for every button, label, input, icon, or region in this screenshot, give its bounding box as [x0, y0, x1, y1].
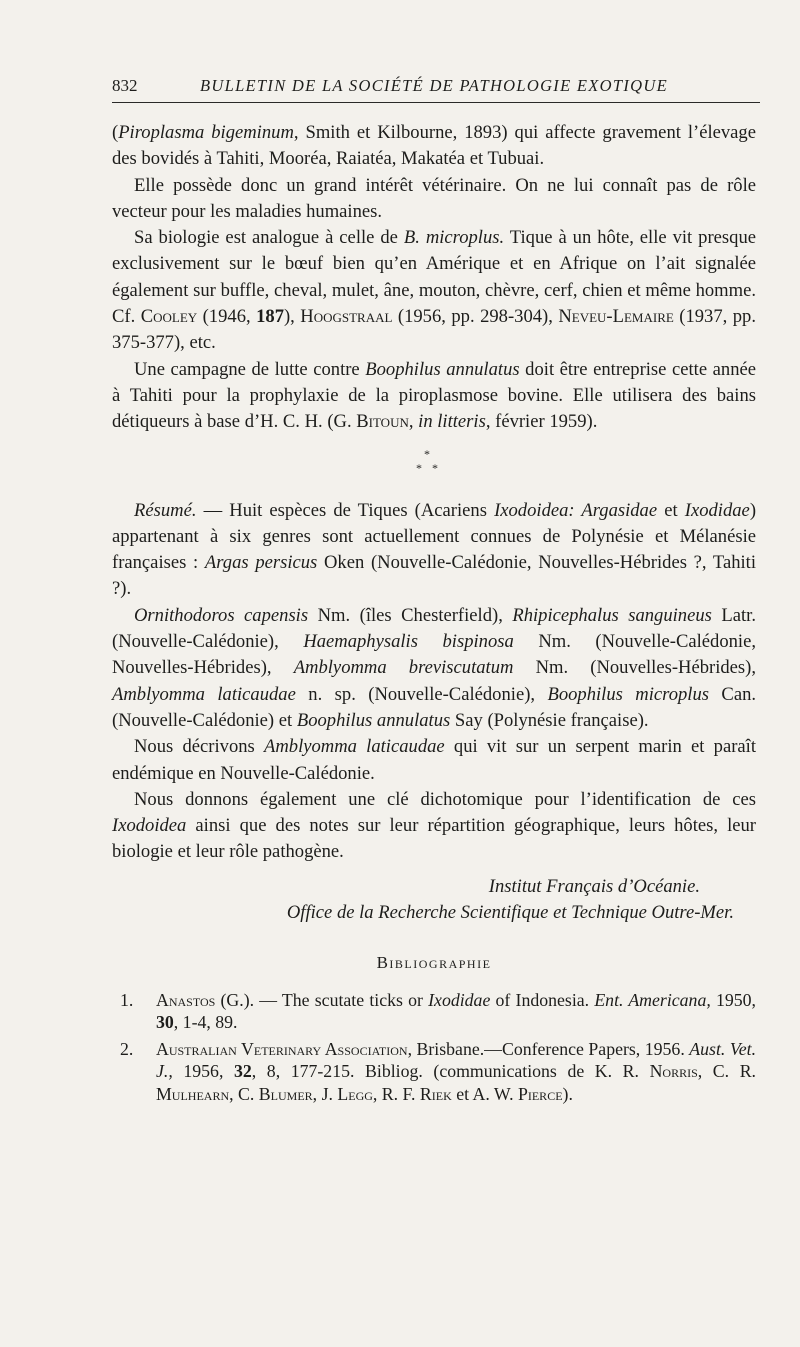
star-icon: *	[432, 460, 438, 475]
summary-label: Résumé.	[134, 499, 197, 521]
author-name: Anastos	[156, 989, 216, 1010]
star-icon: *	[416, 460, 422, 475]
summary-description: Nous décrivons Amblyomma laticaudae qui vit sur un serpent marin et paraît endémique en Nouvelle-Calédonie.	[112, 736, 756, 784]
author-name: Australian Veterinary Association	[156, 1038, 408, 1059]
paragraph-continued: (Piroplasma bigeminum, Smith et Kilbourne, 1893) qui affecte gravement l’élevage des bovidés à Tahiti, Mooréa, Raiatéa, Makatéa et Tubuai.	[112, 122, 756, 170]
page-body	[112, 120, 756, 1110]
running-title: BULLETIN DE LA SOCIÉTÉ DE PATHOLOGIE EXOTIQUE	[200, 76, 668, 95]
reference-number: 2.	[120, 1038, 134, 1059]
summary-paragraph: Résumé. — Huit espèces de Tiques (Acariens Ixodoidea: Argasidae et Ixodidae) appartenant à six genres sont actuellement connues de Polynésie et Mélanésie françaises : Argas persicus Oken (Nouvelle-Calédonie, Nouvelles-Hébrides ?, Tahiti ?).	[112, 499, 757, 600]
affiliation-office: Office de la Recherche Scientifique et Technique Outre-Mer.	[286, 902, 734, 924]
reference-number: 1.	[120, 989, 134, 1010]
author-name: Legg	[337, 1083, 373, 1104]
summary-species-list: Ornithodoros capensis Nm. (îles Chesterfield), Rhipicephalus sanguineus Latr. (Nouvelle-Calédonie), Haemaphysalis bispinosa Nm. (Nouvelle-Calédonie, Nouvelles-Hébrides), Amblyomma breviscutatum Nm. (Nouvelles-Hébrides), Amblyomma laticaudae n. sp. (Nouvelle-Calédonie), Boophilus microplus Can. (Nouvelle-Calédonie) et Boophilus annulatus Say (Polynésie française).	[112, 604, 757, 731]
bibliography-entry: 1. Anastos (G.). — The scutate ticks or Ixodidae of Indonesia. Ent. Americana, 1950, 30, 1-4, 89.	[120, 989, 756, 1033]
bibliography-title: Bibliographie	[376, 953, 492, 973]
star-icon: *	[424, 446, 430, 461]
paragraph-biology: Sa biologie est analogue à celle de B. microplus. Tique à un hôte, elle vit presque exclusivement sur le bœuf bien qu’en Amérique et en Afrique on l’ait signalée également sur buffle, cheval, mulet, âne, mouton, chèvre, cerf, chien et même homme. Cf. Cooley (1946, 187), Hoogstraal (1956, pp. 298-304), Neveu-Lemaire (1937, pp. 375-377), etc.	[112, 227, 756, 354]
author-name: Hoogstraal	[300, 306, 393, 328]
author-name: Bitoun	[356, 411, 409, 433]
asterism-separator	[112, 440, 756, 498]
author-name: Riek	[419, 1083, 452, 1104]
author-name: Norris	[649, 1061, 698, 1082]
affiliation-institute: Institut Français d’Océanie.	[488, 875, 700, 897]
paragraph-campaign: Une campagne de lutte contre Boophilus annulatus doit être entreprise cette année à Tahiti pour la prophylaxie de la piroplasmose bovine. Elle utilisera des bains détiqueurs à base d’H. C. H. (G. Bitoun, in litteris, février 1959).	[112, 358, 757, 433]
paragraph-veterinary-interest: Elle possède donc un grand intérêt vétérinaire. On ne lui connaît pas de rôle vecteur pour les maladies humaines.	[112, 174, 756, 222]
page-number: 832	[112, 76, 138, 95]
author-name: Blumer	[258, 1083, 313, 1104]
bibliography-entry: 2. Australian Veterinary Association, Brisbane.—Conference Papers, 1956. Aust. Vet. J., 1956, 32, 8, 177-215. Bibliog. (communications de K. R. Norris, C. R. Mulhearn, C. Blumer, J. Legg, R. F. Riek et A. W. Pierce).	[120, 1038, 757, 1104]
author-name: Pierce	[517, 1083, 563, 1104]
summary-key: Nous donnons également une clé dichotomique pour l’identification de ces Ixodoidea ainsi que des notes sur leur répartition géographique, leurs hôtes, leur biologie et leur rôle pathogène.	[112, 788, 756, 863]
running-header	[112, 72, 760, 103]
author-name: Neveu-Lemaire	[558, 306, 674, 328]
author-name: Mulhearn	[156, 1083, 230, 1104]
author-name: Cooley	[140, 306, 198, 328]
